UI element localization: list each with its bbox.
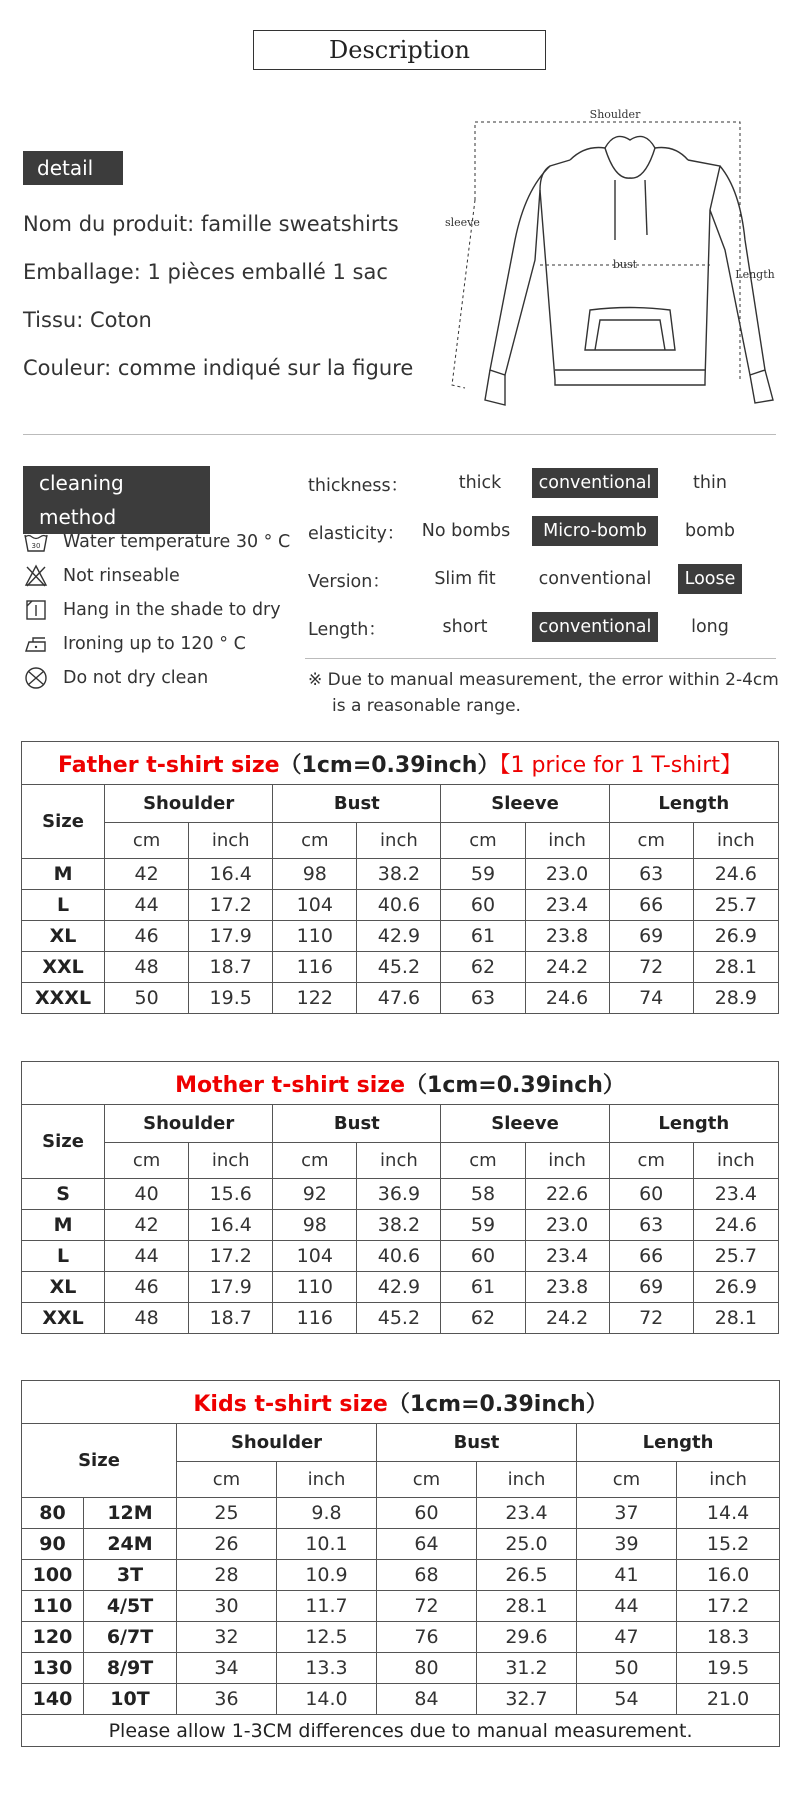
packaging: Emballage: 1 pièces emballé 1 sac — [23, 260, 388, 284]
measurement-footer: Please allow 1-3CM differences due to manual measurement. — [22, 1715, 780, 1747]
value-cell: 32 — [177, 1622, 277, 1653]
father-table-title — [22, 742, 779, 785]
care-item — [23, 562, 180, 590]
elasticity-option-bomb: bomb — [685, 521, 735, 541]
version-option-slim-fit: Slim fit — [434, 569, 496, 589]
table-row — [22, 1303, 779, 1334]
value-cell: 24.6 — [693, 859, 778, 890]
table-row — [22, 1684, 780, 1715]
size-label-cell: 10T — [84, 1684, 177, 1715]
table-row — [22, 1272, 779, 1303]
size-label-cell: XXL — [22, 1303, 105, 1334]
value-cell: 44 — [105, 1241, 189, 1272]
value-cell: 72 — [377, 1591, 477, 1622]
value-cell: 15.6 — [189, 1179, 273, 1210]
value-cell: 60 — [441, 890, 525, 921]
length-option-conventional: conventional — [532, 612, 658, 642]
value-cell: 39 — [577, 1529, 677, 1560]
value-cell: 62 — [441, 1303, 525, 1334]
father-title-price-note: 【1 price for 1 T-shirt】 — [499, 752, 742, 778]
unit-cell: cm — [273, 1143, 357, 1179]
unit-cell: inch — [357, 823, 441, 859]
svg-text:30: 30 — [31, 542, 41, 550]
value-cell: 42.9 — [357, 1272, 441, 1303]
size-label-cell: 110 — [22, 1591, 84, 1622]
unit-cell: cm — [577, 1462, 677, 1498]
value-cell: 40.6 — [357, 1241, 441, 1272]
wash-30-icon — [23, 529, 49, 555]
cleaning-method-tag: cleaning method — [23, 466, 210, 534]
unit-cell: inch — [525, 1143, 609, 1179]
detail-tag: detail — [23, 151, 123, 185]
value-cell: 46 — [105, 1272, 189, 1303]
care-item — [23, 664, 208, 692]
size-header: Size — [22, 785, 105, 859]
table-row — [22, 859, 779, 890]
care-item — [23, 596, 281, 624]
care-text: Do not dry clean — [63, 668, 209, 688]
care-text: Ironing up to 120 ° C — [63, 634, 246, 654]
value-cell: 63 — [441, 983, 525, 1014]
care-item — [23, 528, 290, 556]
value-cell: 80 — [377, 1653, 477, 1684]
kids-title-label: Kids t-shirt size — [193, 1391, 388, 1417]
note-line-1: ※ Due to manual measurement, the error within 2-4cm — [308, 670, 779, 690]
size-label-cell: XXL — [22, 952, 105, 983]
value-cell: 19.5 — [677, 1653, 780, 1684]
value-cell: 23.4 — [477, 1498, 577, 1529]
table-row — [22, 1622, 780, 1653]
value-cell: 23.0 — [525, 1210, 609, 1241]
value-cell: 36 — [177, 1684, 277, 1715]
value-cell: 29.6 — [477, 1622, 577, 1653]
value-cell: 13.3 — [277, 1653, 377, 1684]
value-cell: 47.6 — [357, 983, 441, 1014]
kids-size-table — [21, 1380, 780, 1747]
version-label: Version： — [308, 572, 390, 592]
size-label-cell: XXXL — [22, 983, 105, 1014]
value-cell: 69 — [609, 921, 693, 952]
value-cell: 66 — [609, 1241, 693, 1272]
elasticity-option-no-bombs: No bombs — [421, 521, 511, 541]
size-label-cell: M — [22, 1210, 105, 1241]
value-cell: 84 — [377, 1684, 477, 1715]
value-cell: 59 — [441, 859, 525, 890]
value-cell: 59 — [441, 1210, 525, 1241]
value-cell: 15.2 — [677, 1529, 780, 1560]
value-cell: 74 — [609, 983, 693, 1014]
size-label-cell: 24M — [84, 1529, 177, 1560]
unit-cell: inch — [693, 823, 778, 859]
value-cell: 26.9 — [693, 921, 778, 952]
value-cell: 17.2 — [189, 890, 273, 921]
shoulder-label: Shoulder — [589, 108, 641, 121]
size-header: Size — [22, 1424, 177, 1498]
value-cell: 25 — [177, 1498, 277, 1529]
thickness-option-thin: thin — [693, 473, 727, 493]
value-cell: 24.2 — [525, 952, 609, 983]
unit-cell: cm — [177, 1462, 277, 1498]
value-cell: 110 — [273, 921, 357, 952]
size-label-cell: 6/7T — [84, 1622, 177, 1653]
page-title: Description — [253, 30, 546, 70]
value-cell: 22.6 — [525, 1179, 609, 1210]
version-option-conventional: conventional — [538, 569, 652, 589]
measurement-note — [308, 667, 779, 719]
value-cell: 12.5 — [277, 1622, 377, 1653]
value-cell: 14.4 — [677, 1498, 780, 1529]
thickness-option-thick: thick — [458, 473, 502, 493]
value-cell: 30 — [177, 1591, 277, 1622]
value-cell: 23.4 — [693, 1179, 778, 1210]
value-cell: 69 — [609, 1272, 693, 1303]
table-row — [22, 1529, 780, 1560]
value-cell: 23.8 — [525, 921, 609, 952]
unit-cell: inch — [525, 823, 609, 859]
value-cell: 31.2 — [477, 1653, 577, 1684]
father-title-conversion: （1cm=0.39inch） — [279, 752, 500, 778]
value-cell: 23.4 — [525, 1241, 609, 1272]
size-label-cell: 130 — [22, 1653, 84, 1684]
size-label-cell: 8/9T — [84, 1653, 177, 1684]
footer-row — [22, 1715, 780, 1747]
hoodie-measurement-diagram — [445, 100, 785, 410]
value-cell: 38.2 — [357, 1210, 441, 1241]
value-cell: 110 — [273, 1272, 357, 1303]
bust-label: bust — [612, 258, 638, 271]
value-cell: 72 — [609, 952, 693, 983]
length-header: Length — [609, 1105, 778, 1143]
value-cell: 61 — [441, 1272, 525, 1303]
no-rinse-icon — [23, 563, 49, 589]
shoulder-header: Shoulder — [105, 785, 273, 823]
size-label-cell: 100 — [22, 1560, 84, 1591]
length-label: Length — [735, 268, 775, 281]
unit-row — [22, 823, 779, 859]
value-cell: 11.7 — [277, 1591, 377, 1622]
unit-cell: cm — [273, 823, 357, 859]
fabric: Tissu: Coton — [23, 308, 152, 332]
father-title-label: Father t-shirt size — [58, 752, 280, 778]
value-cell: 26.5 — [477, 1560, 577, 1591]
table-row — [22, 1498, 780, 1529]
value-cell: 25.7 — [693, 1241, 778, 1272]
table-row — [22, 983, 779, 1014]
value-cell: 50 — [105, 983, 189, 1014]
unit-row — [22, 1143, 779, 1179]
size-header: Size — [22, 1105, 105, 1179]
value-cell: 60 — [377, 1498, 477, 1529]
value-cell: 14.0 — [277, 1684, 377, 1715]
table-row — [22, 890, 779, 921]
value-cell: 72 — [609, 1303, 693, 1334]
mother-table-title — [22, 1062, 779, 1105]
value-cell: 60 — [609, 1179, 693, 1210]
size-label-cell: 140 — [22, 1684, 84, 1715]
unit-cell: cm — [105, 1143, 189, 1179]
value-cell: 47 — [577, 1622, 677, 1653]
unit-cell: inch — [189, 1143, 273, 1179]
value-cell: 25.0 — [477, 1529, 577, 1560]
size-label-cell: 12M — [84, 1498, 177, 1529]
length-option-long: long — [691, 617, 729, 637]
care-text: Water temperature 30 ° C — [63, 532, 291, 552]
value-cell: 98 — [273, 1210, 357, 1241]
size-label-cell: M — [22, 859, 105, 890]
sleeve-header: Sleeve — [441, 1105, 609, 1143]
value-cell: 34 — [177, 1653, 277, 1684]
value-cell: 28.1 — [693, 952, 778, 983]
value-cell: 24.6 — [693, 1210, 778, 1241]
value-cell: 42 — [105, 1210, 189, 1241]
kids-table-title — [22, 1381, 780, 1424]
value-cell: 19.5 — [189, 983, 273, 1014]
value-cell: 23.4 — [525, 890, 609, 921]
value-cell: 26 — [177, 1529, 277, 1560]
version-option-loose: Loose — [678, 564, 742, 594]
value-cell: 38.2 — [357, 859, 441, 890]
value-cell: 18.7 — [189, 952, 273, 983]
length-header: Length — [577, 1424, 780, 1462]
value-cell: 104 — [273, 890, 357, 921]
value-cell: 16.0 — [677, 1560, 780, 1591]
value-cell: 17.9 — [189, 921, 273, 952]
unit-cell: cm — [105, 823, 189, 859]
value-cell: 42 — [105, 859, 189, 890]
size-label-cell: L — [22, 890, 105, 921]
value-cell: 28 — [177, 1560, 277, 1591]
bust-header: Bust — [273, 785, 441, 823]
unit-cell: inch — [189, 823, 273, 859]
mother-title-conversion: （1cm=0.39inch） — [405, 1072, 625, 1098]
divider — [23, 434, 776, 435]
size-label-cell: 90 — [22, 1529, 84, 1560]
value-cell: 116 — [273, 952, 357, 983]
value-cell: 66 — [609, 890, 693, 921]
value-cell: 17.9 — [189, 1272, 273, 1303]
value-cell: 62 — [441, 952, 525, 983]
unit-cell: inch — [357, 1143, 441, 1179]
value-cell: 64 — [377, 1529, 477, 1560]
value-cell: 104 — [273, 1241, 357, 1272]
unit-cell: cm — [441, 823, 525, 859]
value-cell: 44 — [105, 890, 189, 921]
value-cell: 10.1 — [277, 1529, 377, 1560]
value-cell: 28.1 — [477, 1591, 577, 1622]
value-cell: 17.2 — [677, 1591, 780, 1622]
size-label-cell: 3T — [84, 1560, 177, 1591]
length-option-short: short — [442, 617, 488, 637]
size-label-cell: S — [22, 1179, 105, 1210]
care-item — [23, 630, 246, 658]
value-cell: 16.4 — [189, 1210, 273, 1241]
value-cell: 24.6 — [525, 983, 609, 1014]
value-cell: 45.2 — [357, 952, 441, 983]
value-cell: 54 — [577, 1684, 677, 1715]
value-cell: 17.2 — [189, 1241, 273, 1272]
thickness-option-conventional: conventional — [532, 468, 658, 498]
value-cell: 48 — [105, 1303, 189, 1334]
value-cell: 92 — [273, 1179, 357, 1210]
elasticity-option-micro-bomb: Micro-bomb — [532, 516, 658, 546]
table-row — [22, 952, 779, 983]
value-cell: 21.0 — [677, 1684, 780, 1715]
value-cell: 63 — [609, 859, 693, 890]
size-label-cell: 80 — [22, 1498, 84, 1529]
value-cell: 36.9 — [357, 1179, 441, 1210]
value-cell: 18.3 — [677, 1622, 780, 1653]
bust-header: Bust — [377, 1424, 577, 1462]
value-cell: 23.8 — [525, 1272, 609, 1303]
unit-cell: inch — [477, 1462, 577, 1498]
iron-icon — [23, 631, 49, 657]
care-text: Not rinseable — [63, 566, 180, 586]
bust-header: Bust — [273, 1105, 441, 1143]
value-cell: 32.7 — [477, 1684, 577, 1715]
value-cell: 37 — [577, 1498, 677, 1529]
sleeve-header: Sleeve — [441, 785, 609, 823]
value-cell: 16.4 — [189, 859, 273, 890]
care-text: Hang in the shade to dry — [63, 600, 281, 620]
value-cell: 25.7 — [693, 890, 778, 921]
value-cell: 58 — [441, 1179, 525, 1210]
thickness-label: thickness： — [308, 476, 409, 496]
size-label-cell: 4/5T — [84, 1591, 177, 1622]
value-cell: 60 — [441, 1241, 525, 1272]
value-cell: 28.1 — [693, 1303, 778, 1334]
table-row — [22, 921, 779, 952]
elasticity-label: elasticity： — [308, 524, 405, 544]
table-row — [22, 1591, 780, 1622]
value-cell: 46 — [105, 921, 189, 952]
unit-cell: cm — [609, 823, 693, 859]
length-label: Length： — [308, 620, 386, 640]
value-cell: 42.9 — [357, 921, 441, 952]
shoulder-header: Shoulder — [105, 1105, 273, 1143]
value-cell: 122 — [273, 983, 357, 1014]
shoulder-header: Shoulder — [177, 1424, 377, 1462]
value-cell: 28.9 — [693, 983, 778, 1014]
value-cell: 9.8 — [277, 1498, 377, 1529]
size-label-cell: XL — [22, 1272, 105, 1303]
table-row — [22, 1179, 779, 1210]
value-cell: 40 — [105, 1179, 189, 1210]
value-cell: 68 — [377, 1560, 477, 1591]
father-size-table — [21, 741, 779, 1014]
length-header: Length — [609, 785, 778, 823]
unit-cell: cm — [609, 1143, 693, 1179]
no-dry-clean-icon — [23, 665, 49, 691]
color: Couleur: comme indiqué sur la figure — [23, 356, 414, 380]
value-cell: 61 — [441, 921, 525, 952]
divider — [305, 658, 776, 659]
size-label-cell: L — [22, 1241, 105, 1272]
value-cell: 45.2 — [357, 1303, 441, 1334]
value-cell: 44 — [577, 1591, 677, 1622]
note-line-2: is a reasonable range. — [332, 696, 521, 716]
hang-dry-icon — [23, 597, 49, 623]
value-cell: 98 — [273, 859, 357, 890]
unit-cell: inch — [277, 1462, 377, 1498]
value-cell: 24.2 — [525, 1303, 609, 1334]
size-label-cell: XL — [22, 921, 105, 952]
unit-cell: cm — [377, 1462, 477, 1498]
value-cell: 18.7 — [189, 1303, 273, 1334]
product-name: Nom du produit: famille sweatshirts — [23, 212, 399, 236]
mother-title-label: Mother t-shirt size — [175, 1072, 406, 1098]
value-cell: 48 — [105, 952, 189, 983]
value-cell: 41 — [577, 1560, 677, 1591]
value-cell: 40.6 — [357, 890, 441, 921]
value-cell: 26.9 — [693, 1272, 778, 1303]
table-row — [22, 1241, 779, 1272]
unit-cell: inch — [693, 1143, 778, 1179]
size-label-cell: 120 — [22, 1622, 84, 1653]
value-cell: 63 — [609, 1210, 693, 1241]
mother-size-table — [21, 1061, 779, 1334]
value-cell: 116 — [273, 1303, 357, 1334]
value-cell: 10.9 — [277, 1560, 377, 1591]
unit-cell: cm — [441, 1143, 525, 1179]
table-row — [22, 1653, 780, 1684]
kids-title-conversion: （1cm=0.39inch） — [387, 1391, 608, 1417]
value-cell: 23.0 — [525, 859, 609, 890]
table-row — [22, 1210, 779, 1241]
sleeve-label: sleeve — [445, 216, 480, 229]
table-row — [22, 1560, 780, 1591]
value-cell: 76 — [377, 1622, 477, 1653]
unit-cell: inch — [677, 1462, 780, 1498]
value-cell: 50 — [577, 1653, 677, 1684]
